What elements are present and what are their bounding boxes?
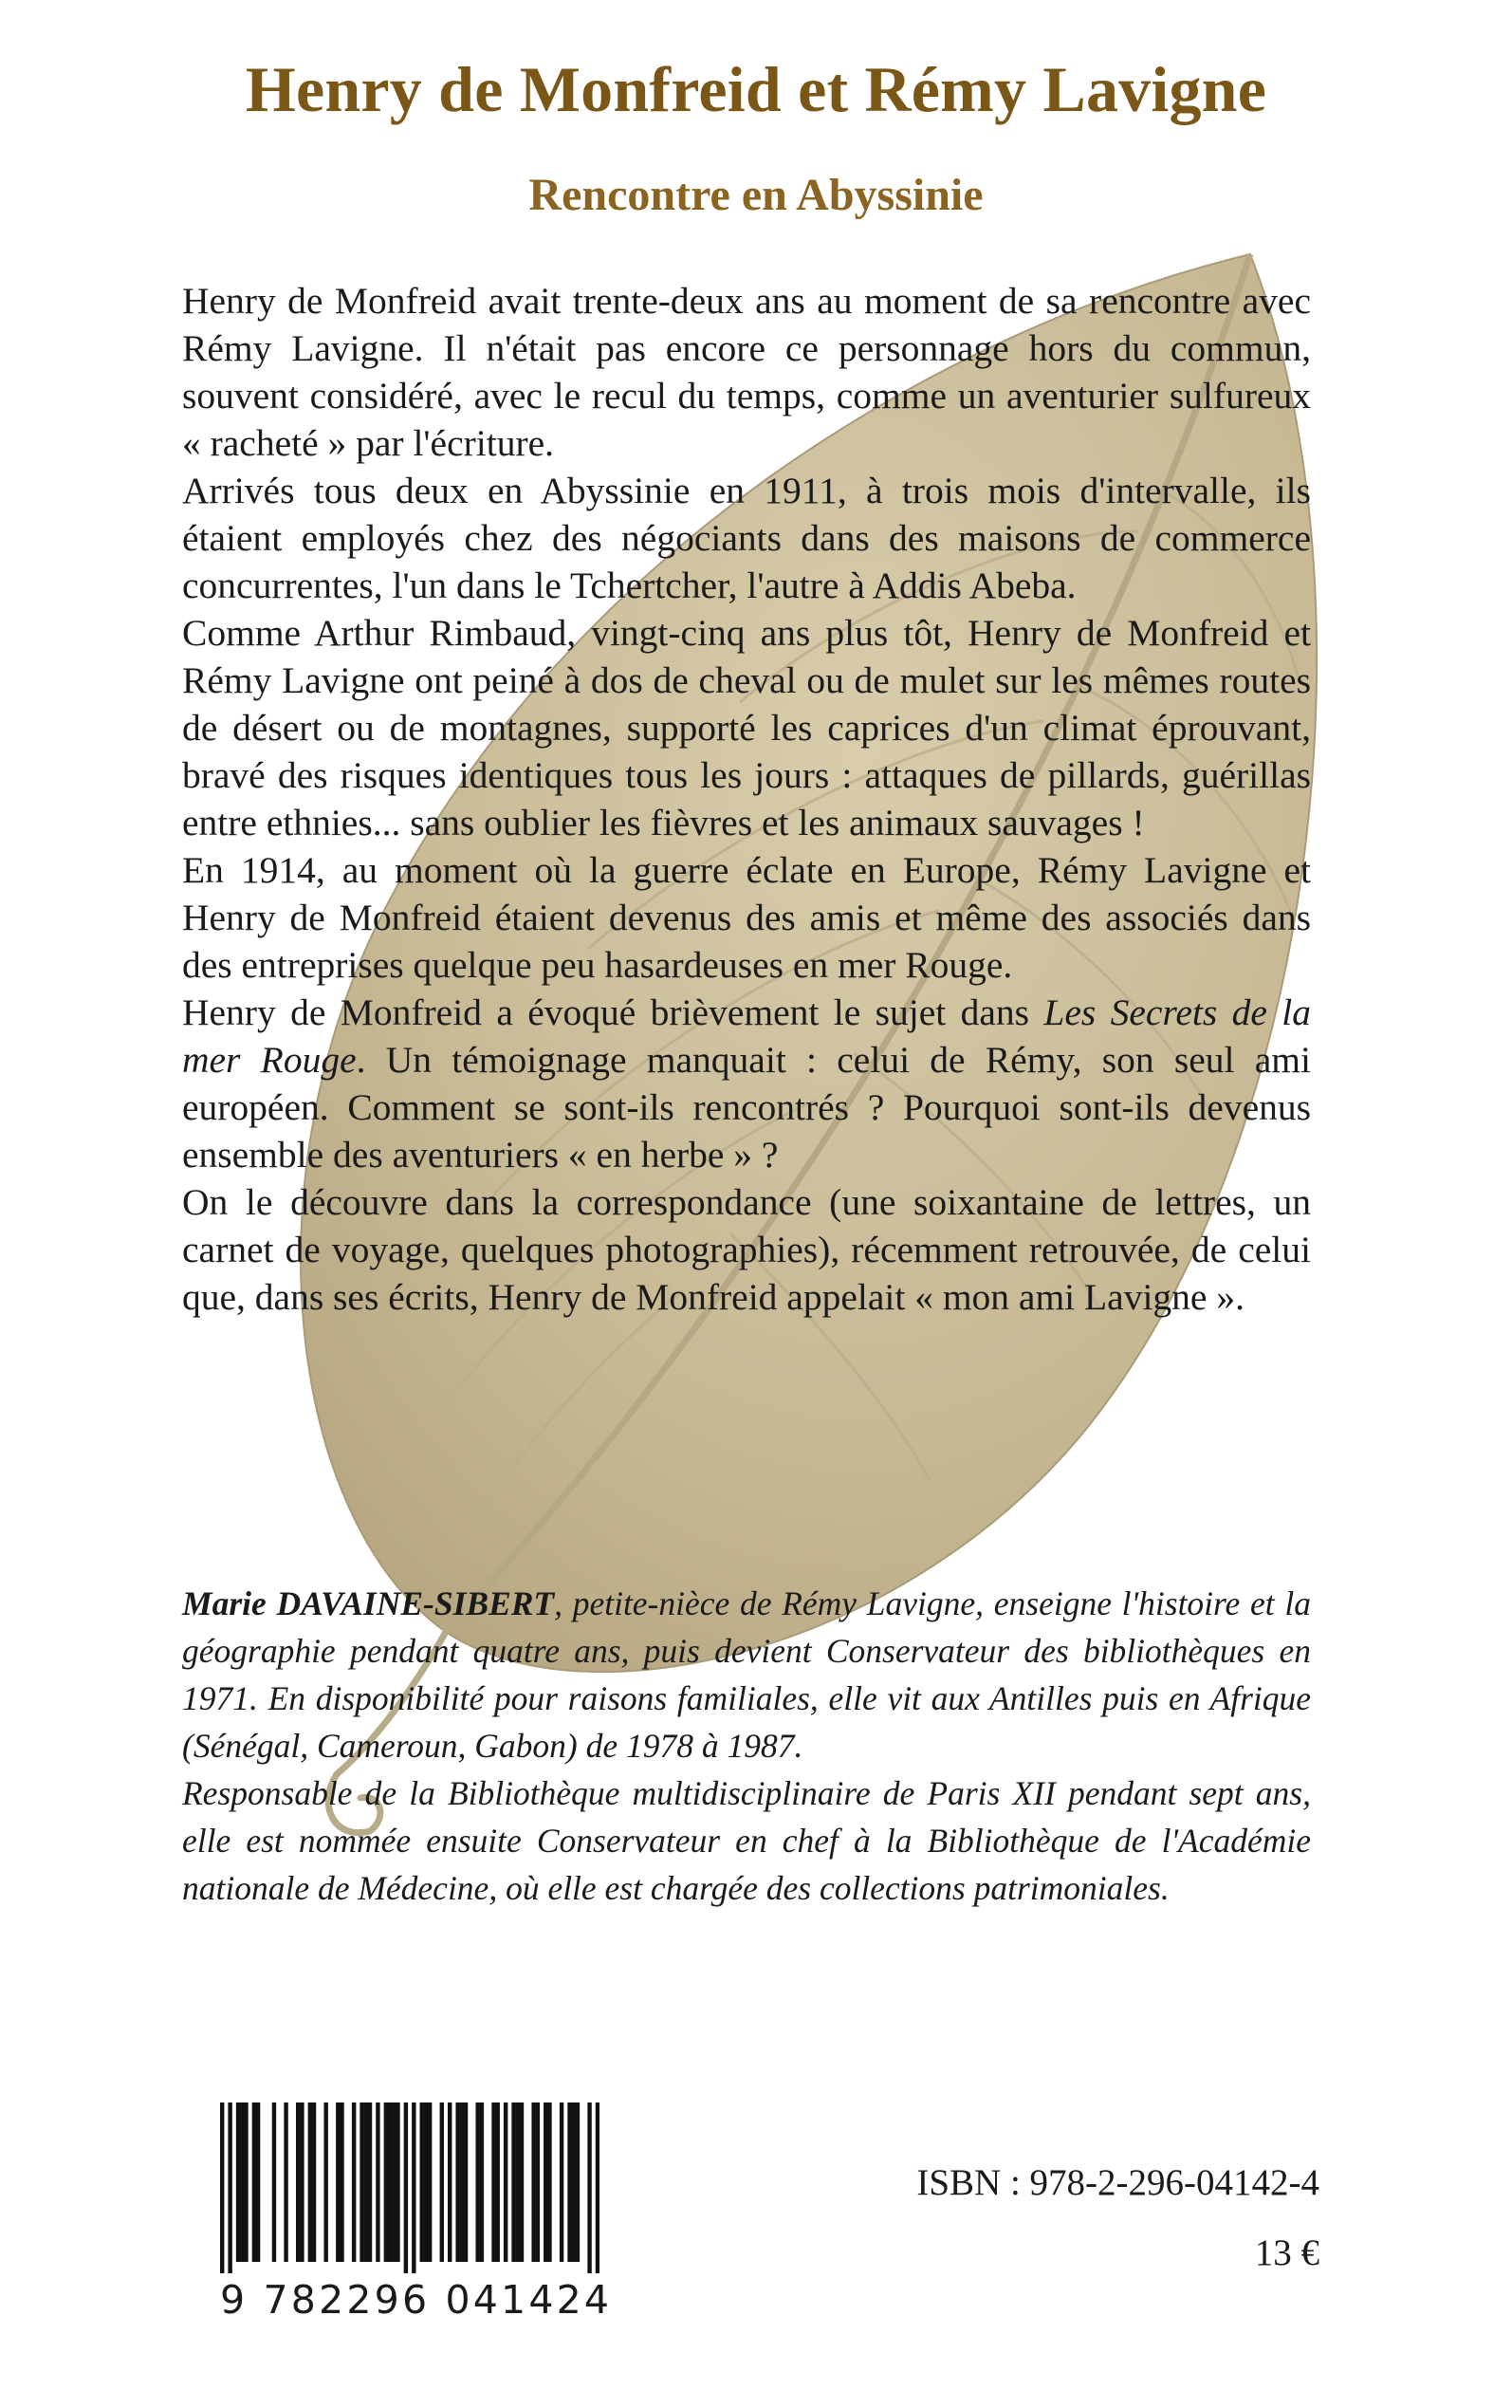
barcode-bar [496, 2102, 500, 2262]
barcode-bar [240, 2102, 244, 2262]
barcode-bar [352, 2102, 356, 2262]
barcode-bar [531, 2102, 535, 2262]
barcode-bar [220, 2102, 224, 2273]
barcode-bar [388, 2102, 392, 2262]
barcode-bar [236, 2102, 240, 2262]
barcode-bar [420, 2102, 424, 2262]
bio-paragraph [182, 1580, 1311, 1769]
barcode-bar [244, 2102, 248, 2262]
barcode-bar [296, 2102, 300, 2262]
barcode-bar [340, 2102, 343, 2262]
barcode-bar [368, 2102, 372, 2262]
blurb [182, 277, 1311, 1321]
blurb-paragraph: On le découvre dans la correspondance (une soixantaine de lettres, un carnet de voyage, quelques photographies), récemment retrouvée, de celui que, dans ses écrits, Henry de Monfreid appelait « mon ami Lavigne ». [182, 1181, 1311, 1318]
author-name: Marie DAVAINE-SIBERT [182, 1584, 555, 1622]
book-reference: Les Secrets de la mer Rouge [182, 991, 1311, 1081]
barcode-bar [360, 2102, 363, 2262]
barcode-bar [392, 2102, 396, 2262]
barcode-bar [448, 2102, 452, 2262]
barcode-bar [587, 2102, 591, 2273]
blurb-text: Henry de Monfreid a évoqué brièvement le sujet dans [182, 991, 1044, 1033]
barcode-bar [511, 2102, 515, 2262]
barcode-bar [460, 2102, 464, 2262]
barcode-bar [396, 2102, 399, 2262]
barcode [220, 2102, 613, 2323]
price: 13 € [1254, 2232, 1319, 2273]
barcode-bar [547, 2102, 551, 2262]
barcode-bar [516, 2102, 520, 2262]
barcode-bar [404, 2102, 408, 2273]
barcode-bar [567, 2102, 571, 2262]
barcode-bars [220, 2102, 599, 2273]
barcode-bar [323, 2102, 327, 2262]
barcode-bar [560, 2102, 563, 2262]
blurb-paragraph: En 1914, au moment où la guerre éclate en Europe, Rémy Lavigne et Henry de Monfreid étaient devenus des amis et même des associés dans des entreprises quelque peu hasardeuses en mer Rouge. [182, 849, 1311, 986]
book-subtitle: Rencontre en Abyssinie [528, 170, 984, 220]
barcode-bar [284, 2102, 287, 2262]
author-bio [182, 1580, 1311, 1912]
barcode-bar [376, 2102, 379, 2262]
barcode-bar [475, 2102, 479, 2262]
barcode-bar [228, 2102, 231, 2273]
barcode-bar [336, 2102, 340, 2262]
barcode-bar [412, 2102, 415, 2273]
barcode-bar [455, 2102, 459, 2262]
barcode-bar [252, 2102, 256, 2262]
barcode-bar [256, 2102, 260, 2262]
barcode-bar [364, 2102, 368, 2262]
blurb-paragraph [182, 989, 1311, 1178]
barcode-bar [544, 2102, 547, 2262]
blurb-paragraph: Arrivés tous deux en Abyssinie en 1911, à trois mois d'intervalle, ils étaient employés chez des négociants dans des maisons de commerce concurrentes, l'un dans le Tchertcher, l'autre à Addis Abeba. [182, 470, 1311, 606]
bio-paragraph: Responsable de la Bibliothèque multidisciplinaire de Paris XII pendant sept ans, elle est nommée ensuite Conservateur en chef à la Bibliothèque de l'Académie nationale de Médecine, où elle est chargée des collections patrimoniales. [182, 1774, 1311, 1907]
barcode-bar [520, 2102, 524, 2262]
barcode-bar [300, 2102, 304, 2262]
bio-text: , petite-nièce de Rémy Lavigne, enseigne l'histoire et la géographie pendant quatre ans, puis devient Conservateur des bibliothèques en 1971. En disponibilité pour raisons familiales, elle vit aux Antilles puis en Afrique (Sénégal, Cameroun, Gabon) de 1978 à 1987. [182, 1584, 1311, 1765]
blurb-paragraph: Comme Arthur Rimbaud, vingt-cinq ans plus tôt, Henry de Monfreid et Rémy Lavigne ont peiné à dos de cheval ou de mulet sur les mêmes routes de désert ou de montagnes, supporté les caprices d'un climat éprouvant, bravé des risques identiques tous les jours : attaques de pillards, guérillas entre ethnies... sans oublier les fièvres et les animaux sauvages ! [182, 612, 1311, 843]
blurb-text: . Un témoignage manquait : celui de Rémy, son seul ami européen. Comment se sont-ils rencontrés ? Pourquoi sont-ils devenus ensemble des aventuriers « en herbe » ? [182, 1039, 1311, 1176]
barcode-bar [596, 2102, 599, 2273]
barcode-bar [424, 2102, 428, 2262]
blurb-paragraph: Henry de Monfreid avait trente-deux ans au moment de sa rencontre avec Rémy Lavigne. Il n'était pas encore ce personnage hors du commun, souvent considéré, avec le recul du temps, comme un aventurier sulfureux « racheté » par l'écriture. [182, 280, 1311, 464]
barcode-bar [576, 2102, 580, 2262]
barcode-bar [312, 2102, 316, 2262]
barcode-bar [428, 2102, 432, 2262]
book-title: Henry de Monfreid et Rémy Lavigne [245, 53, 1267, 125]
barcode-bar [308, 2102, 312, 2262]
barcode-bar [572, 2102, 576, 2262]
barcode-digits: 9 782296 041424 [220, 2277, 613, 2323]
barcode-bar [504, 2102, 507, 2262]
barcode-bar [272, 2102, 276, 2262]
barcode-bar [464, 2102, 468, 2262]
isbn: ISBN : 978-2-296-04142-4 [916, 2162, 1319, 2203]
barcode-bar [480, 2102, 484, 2262]
barcode-bar [536, 2102, 540, 2262]
barcode-bar [384, 2102, 388, 2262]
barcode-bar [491, 2102, 495, 2262]
barcode-bar [440, 2102, 444, 2262]
